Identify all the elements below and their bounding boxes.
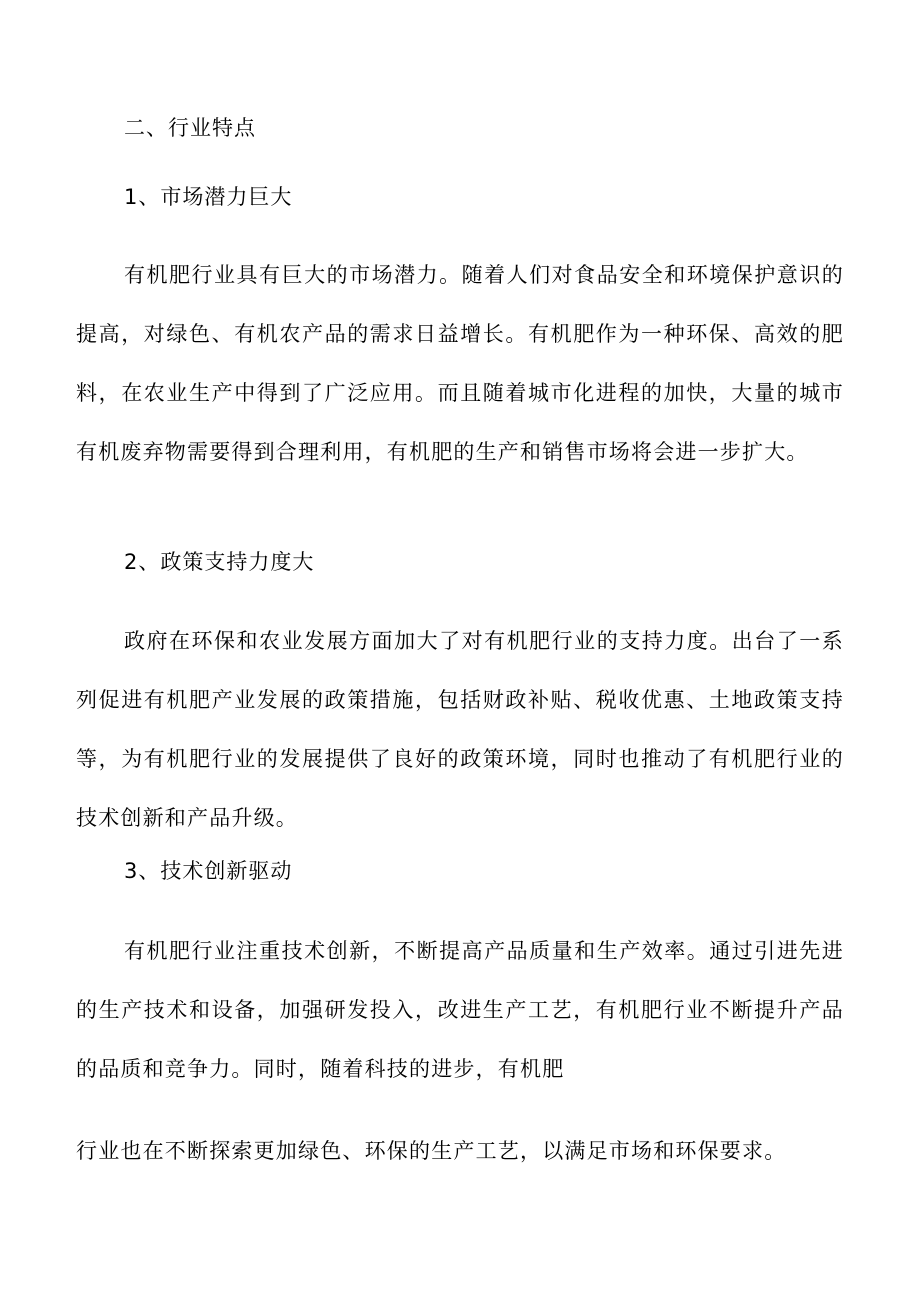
item-3-heading: 3、技术创新驱动 xyxy=(124,859,293,883)
item-3-paragraph: 有机肥行业注重技术创新，不断提高产品质量和生产效率。通过引进先进的生产技术和设备，加强研发投入，改进生产工艺，有机肥行业不断提升产品的品质和竞争力。同时，随着科技的进步，有机肥 xyxy=(76,939,844,1081)
item-3-continuation: 行业也在不断探索更加绿色、环保的生产工艺，以满足市场和环保要求。 xyxy=(76,1139,787,1163)
item-1-paragraph: 有机肥行业具有巨大的市场潜力。随着人们对食品安全和环境保护意识的提高，对绿色、有机农产品的需求日益增长。有机肥作为一种环保、高效的肥料，在农业生产中得到了广泛应用。而且随着城市化进程的加快，大量的城市有机废弃物需要得到合理利用，有机肥的生产和销售市场将会进一步扩大。 xyxy=(76,263,844,464)
item-1-heading: 1、市场潜力巨大 xyxy=(124,185,293,209)
item-2-paragraph: 政府在环保和农业发展方面加大了对有机肥行业的支持力度。出台了一系列促进有机肥产业发展的政策措施，包括财政补贴、税收优惠、土地政策支持等，为有机肥行业的发展提供了良好的政策环境，同时也推动了有机肥行业的技术创新和产品升级。 xyxy=(76,629,844,830)
section-title: 二、行业特点 xyxy=(124,116,256,140)
item-2-heading: 2、政策支持力度大 xyxy=(124,550,315,574)
